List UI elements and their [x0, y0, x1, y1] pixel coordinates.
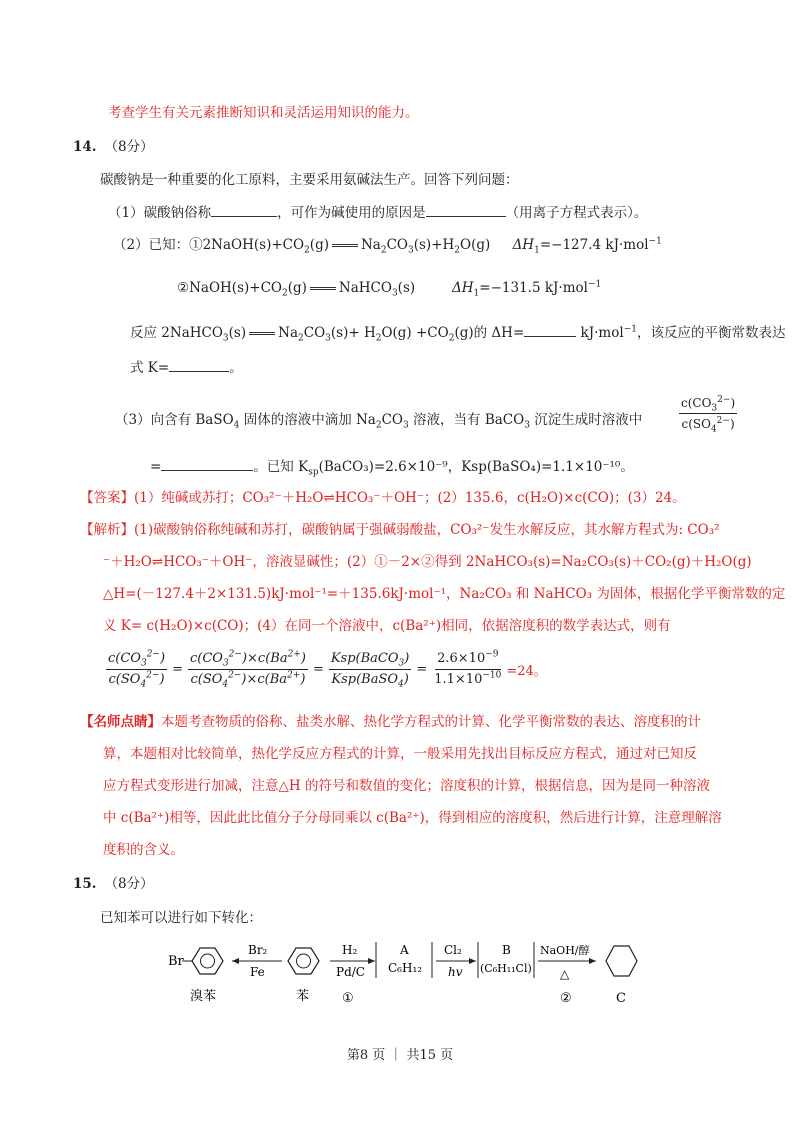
q14-dh1-symbol: ΔH — [512, 237, 535, 253]
scheme-br: Br — [168, 954, 184, 969]
tip-line5: 度积的含义。 — [103, 842, 184, 858]
scheme-benzene-name: 苯 — [296, 989, 310, 1004]
scheme-br2: Br₂ — [248, 943, 268, 957]
tip-line3: 应方程式变形进行加减，注意△H 的符号和数值的变化；溶度积的计算，根据信息，因为是同一种溶液 — [103, 778, 710, 794]
q14-part3-eq: = — [150, 459, 162, 475]
analysis-result: =24。 — [506, 664, 547, 679]
aromatic-circle — [297, 954, 311, 968]
analysis-formula: $\frac{c(CO_3^{2-})}{c(SO_4^{2-})}$ = $\frac{c(CO_3^{2-})\times c(Ba^{2+})}{c(SO_4^{2-})\times c(Ba^{2+})}$ = $\frac{Ksp(BaCO_3)}{Ksp(BaSO_4)}$ = $\frac{2.6\times 10^{-9}}{1.1\times 10^{-10}}$ =24。 — [108, 649, 547, 690]
q14-stem: 碳酸钠是一种重要的化工原料，主要采用氨碱法生产。回答下列问题： — [100, 172, 519, 188]
q14-part3-c: 溶液，当有 BaCO — [408, 412, 525, 428]
scheme-cl2: Cl₂ — [444, 943, 462, 957]
q15-number — [73, 874, 154, 894]
scheme-C: C — [616, 991, 626, 1006]
q14-number-text: 14. — [73, 139, 97, 155]
bromobenzene-ring-icon — [192, 948, 223, 974]
q14-part3-a: （3）向含有 BaSO — [115, 412, 234, 428]
analysis-label: 【解析】 — [80, 522, 134, 538]
answer-line — [80, 488, 686, 508]
scheme-step1: ① — [342, 991, 354, 1006]
q14-part1-blank1[interactable] — [211, 202, 277, 217]
aromatic-circle — [201, 954, 215, 968]
analysis-l1: (1)碳酸钠俗称纯碱和苏打，碳酸钠属于强碱弱酸盐，CO₃²⁻发生水解反应，其水解方程式为: CO₃² — [134, 522, 720, 538]
reaction-scheme — [160, 938, 650, 1013]
q14-reaction-d: ，该反应的平衡常数表达 — [636, 325, 786, 341]
q14-part2-eq1: （2）已知：$①2NaOH(s)+CO_2(g)$ $Na_2CO_3(s)+H_2O(g)$ $\Delta H_1=-127.4$ kJ·mol$^{-1}$ — [113, 236, 662, 256]
q14-eq2-rhs: NaHCO — [338, 280, 392, 296]
q14-dh-blank[interactable] — [524, 322, 576, 337]
tip-line1 — [80, 712, 701, 732]
analysis-line4: 义 K= c(H₂O)×c(CO)；(4）在同一个溶液中，c(Ba²⁺)相同，依据溶度积的数学表达式，则有 — [103, 618, 671, 634]
q14-part3-line2: = 。已知 $K_{sp}(BaCO_3)=2.6\times 10^{-9}$，Ksp(BaSO₄)=1.1×10⁻¹⁰。 — [150, 456, 634, 477]
q14-number — [73, 137, 154, 157]
q14-part1-b: ，可作为碱使用的原因是 — [277, 205, 426, 221]
tip-line2: 算，本题相对比较简单，热化学反应方程式的计算，一般采用先找出目标反应方程式，通过对已知反 — [103, 746, 697, 762]
q14-part3: （3）向含有 BaSO$_4$ 固体的溶液中滴加 $Na_2CO_3$ 溶液，当有 BaCO$_3$ 沉淀生成时溶液中 — [115, 412, 643, 431]
q14-dh2: $\Delta H_1=-131.5$ kJ·mol$^{-1}$ — [452, 279, 602, 299]
q14-eq1-rhs: Na — [360, 237, 381, 253]
intro-line: 考查学生有关元素推断知识和灵活运用知识的能力。 — [108, 105, 419, 121]
q15-score: （8分） — [104, 876, 154, 892]
q14-k-a: 式 K= — [130, 360, 170, 376]
scheme-B-formula: (C₆H₁₁Cl) — [480, 962, 532, 975]
q14-ksp-vals: (BaCO₃)=2.6×10⁻⁹，Ksp(BaSO₄)=1.1×10⁻¹⁰。 — [318, 459, 634, 475]
scheme-step2: ② — [560, 991, 572, 1006]
q14-part2-eq2: $②NaOH(s)+CO_2(g)$ NaHCO$_3$(s) — [177, 280, 416, 299]
answer-text: (1）纯碱或苏打；CO₃²⁻＋H₂O⇌HCO₃⁻＋OH⁻；(2）135.6，c(H₂O)×c(CO)；(3）24。 — [134, 490, 686, 506]
scheme-A-formula: C₆H₁₂ — [388, 961, 423, 975]
tip-line4: 中 c(Ba²⁺)相等，因此此比值分子分母同乘以 c(Ba²⁺)，得到相应的溶度积，然后进行计算，注意理解溶 — [103, 810, 722, 826]
right-arrow-icon — [469, 958, 476, 964]
benzene-ring-icon — [288, 948, 319, 974]
q14-reaction-b: 的 ΔH= — [473, 325, 525, 341]
q14-part3-b: 固体的溶液中滴加 Na — [239, 412, 376, 428]
scheme-pdc: Pd/C — [336, 965, 365, 979]
left-arrow-icon — [232, 958, 239, 964]
q14-reaction-c: kJ·mol — [580, 325, 624, 341]
q15-stem: 已知苯可以进行如下转化： — [100, 910, 262, 926]
q15-number-text: 15. — [73, 876, 97, 892]
tip-label: 【名师点睛】 — [80, 714, 161, 730]
answer-label: 【答案】 — [80, 490, 134, 506]
analysis-line3: △H=(－127.4＋2×131.5)kJ·mol⁻¹=＋135.6kJ·mol⁻¹，Na₂CO₃ 和 NaHCO₃ 为固体，根据化学平衡常数的定 — [103, 586, 786, 602]
scheme-bromobenzene-name: 溴苯 — [190, 989, 217, 1004]
analysis-line1 — [80, 520, 720, 540]
q14-score: （8分） — [104, 139, 154, 155]
scheme-B: B — [502, 943, 511, 957]
q14-dh2-val: =−131.5 kJ·mol — [479, 280, 588, 296]
right-arrow-icon — [589, 958, 596, 964]
q14-k-blank[interactable] — [169, 357, 229, 372]
scheme-heat: △ — [560, 967, 570, 981]
q14-k-b: 。 — [229, 360, 243, 376]
q14-part3-d: 沉淀生成时溶液中 — [529, 412, 643, 428]
q14-part2-k — [130, 357, 243, 378]
equal-arrow-icon — [332, 244, 358, 247]
tip-l1: 本题考查物质的俗称、盐类水解、热化学方程式的计算、化学平衡常数的表达、溶度积的计 — [161, 714, 701, 730]
q14-part1-c: （用离子方程式表示）。 — [505, 205, 648, 221]
q14-eq2-lhs: ②NaOH(s)+CO — [177, 280, 282, 296]
scheme-A: A — [400, 943, 409, 957]
q14-reaction-a: 反应 2NaHCO — [130, 325, 223, 341]
q14-dh1-val: =−127.4 kJ·mol — [539, 237, 649, 253]
scheme-hv: hv — [448, 965, 463, 979]
q14-part2-label: （2）已知：①2NaOH(s)+CO — [113, 237, 305, 253]
equal-arrow-icon — [249, 332, 275, 335]
analysis-line2: ⁻＋H₂O⇌HCO₃⁻＋OH⁻，溶液显碱性；(2）①－2×②得到 2NaHCO₃(s)=Na₂CO₃(s)＋CO₂(g)＋H₂O(g) — [103, 554, 752, 570]
scheme-naoh: NaOH/醇 — [540, 944, 590, 957]
scheme-fe: Fe — [250, 965, 265, 979]
q14-ksp-a: 。已知 K — [253, 459, 309, 475]
cyclohexene-ring-icon — [606, 946, 637, 976]
q14-part3-blank[interactable] — [161, 456, 253, 471]
equal-arrow-icon — [310, 287, 336, 290]
right-arrow-icon — [368, 958, 375, 964]
q14-part2-reaction: 反应 2NaHCO$_3$(s) $Na_2CO_3(s)+ H_2O(g) +CO_2(g)$的 ΔH= kJ·mol$^{-1}$，该反应的平衡常数表达 — [130, 322, 785, 343]
scheme-h2: H₂ — [342, 943, 358, 957]
q14-part1 — [108, 202, 647, 223]
q14-part1-a: （1）碳酸钠俗称 — [108, 205, 212, 221]
q14-part1-blank2[interactable] — [426, 202, 506, 217]
page-footer: 第8 页 ｜ 共15 页 — [346, 1048, 454, 1063]
q14-ratio: $\frac{c(CO_3^{2-})}{c(SO_4^{2-})}$ — [681, 395, 736, 435]
